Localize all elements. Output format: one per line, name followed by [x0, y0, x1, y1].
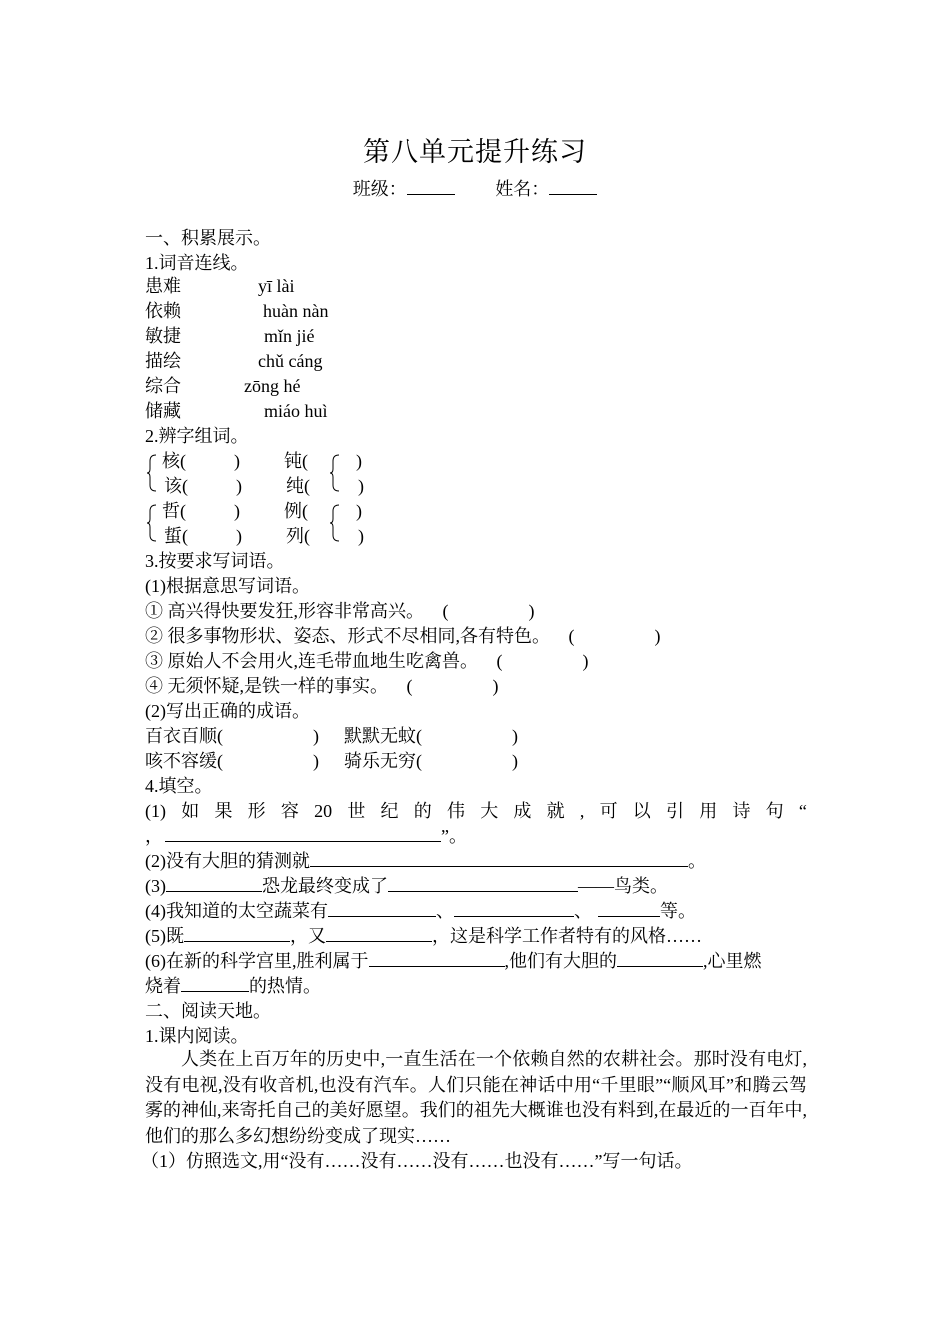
- pinyin-2: huàn nàn: [263, 301, 329, 321]
- q3-label: 3.按要求写词语。: [145, 551, 285, 571]
- q3-item-4: ④ 无须怀疑,是铁一样的事实。 ( ): [145, 676, 499, 696]
- q4-line-6b: 烧着 的热情。: [145, 976, 321, 996]
- idiom-4: 骑乐无穷(: [344, 751, 422, 771]
- q4-line-4: (4)我知道的太空蔬菜有 、 、 等。: [145, 901, 696, 921]
- q3-sub2: (2)写出正确的成语。: [145, 701, 310, 721]
- pinyin-5: zōng hé: [244, 376, 301, 396]
- q4-line-6: (6)在新的科学宫里,胜利属于 ,他们有大胆的 ,心里燃: [145, 951, 762, 971]
- word-2: 依赖: [145, 301, 181, 321]
- fill-blank[interactable]: [166, 875, 262, 892]
- fill-blank[interactable]: [165, 825, 441, 842]
- left-brace-icon: [329, 503, 341, 543]
- fill-blank[interactable]: [454, 900, 574, 917]
- reading-passage: 人类在上百万年的历史中,一直生活在一个依赖自然的农耕社会。那时没有电灯,没有电视,没有收音机,也没有汽车。人们只能在神话中用“千里眼”“顺风耳”和腾云驾雾的神仙,来寄托自己的美好愿望。我们的祖先大概谁也没有料到,在最近的一百年中,他们的那么多幻想纷纷变成了现实……: [145, 1049, 807, 1146]
- char-chun: 纯(: [286, 476, 310, 496]
- q3-item-1: ① 高兴得快要发狂,形容非常高兴。 ( ): [145, 601, 535, 621]
- pinyin-4: chǔ cáng: [258, 351, 323, 371]
- char-gai: 该(: [164, 476, 188, 496]
- fill-blank[interactable]: [310, 850, 688, 867]
- char-dun: 钝(: [284, 451, 308, 471]
- close-paren: ): [512, 726, 518, 746]
- class-label: 班级：: [352, 179, 407, 199]
- reading-1-label: 1.课内阅读。: [145, 1026, 249, 1046]
- pinyin-1: yī lài: [258, 276, 295, 296]
- pinyin-6: miáo huì: [264, 401, 328, 421]
- class-blank[interactable]: [407, 180, 455, 195]
- word-1: 患难: [145, 276, 181, 296]
- left-brace-icon: [329, 453, 341, 493]
- name-label: 姓名：: [495, 179, 550, 199]
- char-zhe: 哲(: [162, 501, 186, 521]
- close-paren: ): [358, 476, 364, 496]
- page-title: 第八单元提升练习: [363, 137, 587, 167]
- q4-line-2: (2)没有大胆的猜测就 。: [145, 851, 706, 871]
- fill-blank[interactable]: [388, 875, 578, 892]
- q3-item-2: ② 很多事物形状、姿态、形式不尽相同,各有特色。 ( ): [145, 626, 661, 646]
- word-4: 描绘: [145, 351, 181, 371]
- student-info: [0, 175, 950, 201]
- char-lie: 列(: [286, 526, 310, 546]
- fill-blank[interactable]: [369, 950, 505, 967]
- close-paren: ): [313, 751, 319, 771]
- q4-label: 4.填空。: [145, 776, 213, 796]
- word-6: 储藏: [145, 401, 181, 421]
- word-5: 综合: [145, 376, 181, 396]
- char-li: 例(: [284, 501, 308, 521]
- fill-blank[interactable]: [617, 950, 703, 967]
- fill-blank[interactable]: [598, 900, 660, 917]
- reading-task-1: （1）仿照选文,用“没有……没有……没有……也没有……”写一句话。: [141, 1151, 693, 1171]
- close-paren: ): [356, 501, 362, 521]
- section1-heading: 一、积累展示。: [145, 228, 271, 248]
- left-brace-icon: [146, 503, 158, 543]
- fill-blank[interactable]: [181, 975, 249, 992]
- left-brace-icon: [146, 453, 158, 493]
- char-he: 核(: [162, 451, 186, 471]
- pinyin-3: mǐn jié: [264, 326, 315, 346]
- q4-line-1b: ， ”。: [145, 826, 467, 846]
- close-paren: ): [313, 726, 319, 746]
- fill-blank[interactable]: [326, 925, 432, 942]
- close-paren: ): [236, 526, 242, 546]
- q2-label: 2.辨字组词。: [145, 426, 249, 446]
- q4-line-3: (3) 恐龙最终变成了 ——鸟类。: [145, 876, 668, 896]
- word-3: 敏捷: [145, 326, 181, 346]
- close-paren: ): [356, 451, 362, 471]
- idiom-1: 百衣百顺(: [145, 726, 223, 746]
- q1-label: 1.词音连线。: [145, 253, 249, 273]
- fill-blank[interactable]: [328, 900, 436, 917]
- q3-sub1: (1)根据意思写词语。: [145, 576, 310, 596]
- name-blank[interactable]: [549, 180, 597, 195]
- section2-heading: 二、阅读天地。: [145, 1001, 271, 1021]
- close-paren: ): [512, 751, 518, 771]
- close-paren: ): [236, 476, 242, 496]
- idiom-2: 默默无蚊(: [344, 726, 422, 746]
- q4-line-5: (5)既 ，又 ，这是科学工作者特有的风格……: [145, 926, 702, 946]
- fill-blank[interactable]: [184, 925, 290, 942]
- close-paren: ): [234, 451, 240, 471]
- close-paren: ): [234, 501, 240, 521]
- q4-line-1: (1) 如 果 形 容 20 世 纪 的 伟 大 成 就 , 可 以 引 用 诗 句 “: [145, 801, 807, 821]
- close-paren: ): [358, 526, 364, 546]
- q3-item-3: ③ 原始人不会用火,连毛带血地生吃禽兽。 ( ): [145, 651, 589, 671]
- idiom-3: 咳不容缓(: [145, 751, 223, 771]
- char-zhe2: 蜇(: [164, 526, 188, 546]
